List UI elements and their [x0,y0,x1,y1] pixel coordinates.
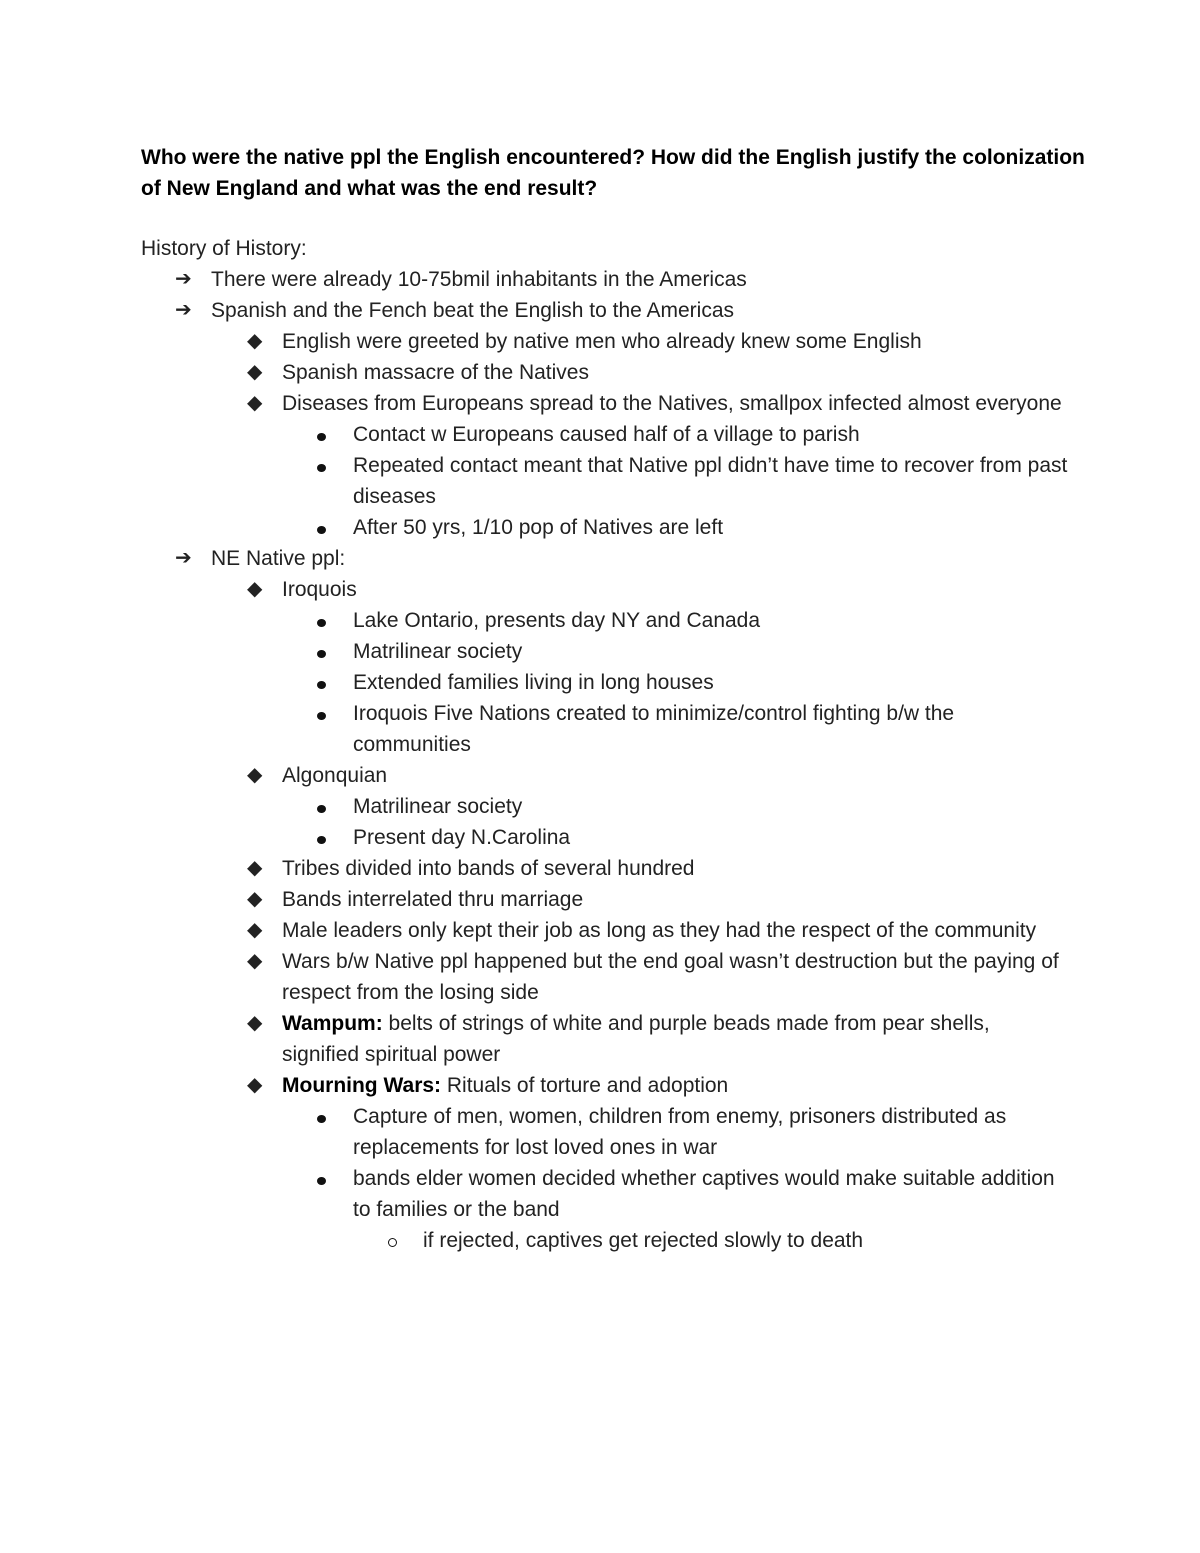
list-item-text [353,791,1073,822]
list-item-body: Capture of men, women, children from enemy, prisoners distributed as replacements for lost loved ones in war [353,1105,1007,1159]
list-item-body: There were already 10-75bmil inhabitants in the Americas [211,268,747,291]
list-item [0,326,1200,357]
diamond-bullet-icon: ◆ [247,888,263,910]
list-item [0,1225,1200,1256]
diamond-bullet-icon: ◆ [247,857,263,879]
list-item-body: Extended families living in long houses [353,671,714,694]
list-item [0,884,1200,915]
list-item-body: Spanish massacre of the Natives [282,361,589,384]
list-item [0,1101,1200,1163]
list-item-body: Diseases from Europeans spread to the Natives, smallpox infected almost everyone [282,392,1062,415]
list-item [0,667,1200,698]
list-item-body: Algonquian [282,764,388,787]
list-item [0,388,1200,419]
dot-bullet-icon [317,1101,326,1132]
dot-bullet-icon [317,698,326,729]
list-item-text [211,264,1071,295]
list-item-text [282,357,1072,388]
list-item-body: Present day N.Carolina [353,826,571,849]
diamond-bullet-icon: ◆ [247,392,263,414]
list-item-body: After 50 yrs, 1/10 pop of Natives are left [353,516,724,539]
list-item [0,946,1200,1008]
diamond-bullet-icon: ◆ [247,919,263,941]
list-item-body: English were greeted by native men who already knew some English [282,330,922,353]
list-item-text [353,605,1073,636]
dot-bullet-icon [317,1163,326,1194]
dot-bullet-icon [317,822,326,853]
list-item-body: Spanish and the Fench beat the English to the Americas [211,299,735,322]
list-item [0,543,1200,574]
list-item [0,512,1200,543]
dot-bullet-icon [317,419,326,450]
list-item-body: Matrilinear society [353,795,523,818]
list-item-text [211,543,1071,574]
list-item-text [353,698,1073,760]
list-item-body: Repeated contact meant that Native ppl didn’t have time to recover from past diseases [353,454,1068,508]
list-item [0,295,1200,326]
list-item [0,636,1200,667]
diamond-bullet-icon: ◆ [247,1012,263,1034]
list-item [0,698,1200,760]
diamond-bullet-icon: ◆ [247,578,263,600]
list-item-text [282,1008,1072,1070]
dot-bullet-icon [317,450,326,481]
list-item-text [353,822,1073,853]
list-item [0,419,1200,450]
list-item [0,574,1200,605]
list-item-text [282,388,1072,419]
list-item-body: Wars b/w Native ppl happened but the end goal wasn’t destruction but the paying of respect from the losing side [282,950,1059,1004]
list-item-body: Lake Ontario, presents day NY and Canada [353,609,761,632]
list-item-term: Mourning Wars: [282,1074,442,1097]
diamond-bullet-icon: ◆ [247,361,263,383]
diamond-bullet-icon: ◆ [247,330,263,352]
list-item-body: Rituals of torture and adoption [441,1074,729,1097]
outline-list [0,264,1200,1256]
diamond-bullet-icon: ◆ [247,950,263,972]
list-item-text [282,915,1072,946]
list-item-body: NE Native ppl: [211,547,346,570]
arrow-bullet-icon: ➔ [175,268,192,290]
list-item [0,264,1200,295]
list-item [0,605,1200,636]
list-item [0,1163,1200,1225]
list-item [0,853,1200,884]
dot-bullet-icon [317,667,326,698]
list-item-body: if rejected, captives get rejected slowly to death [423,1229,864,1252]
diamond-bullet-icon: ◆ [247,764,263,786]
list-item-text [353,667,1073,698]
list-item [0,1070,1200,1101]
list-item [0,760,1200,791]
list-item-text [282,326,1072,357]
dot-bullet-icon [317,512,326,543]
list-item-text [353,450,1073,512]
list-item-body: Tribes divided into bands of several hundred [282,857,695,880]
dot-bullet-icon [317,791,326,822]
list-item-body: Iroquois Five Nations created to minimize/control fighting b/w the communities [353,702,955,756]
list-item-text [353,636,1073,667]
list-item [0,915,1200,946]
list-item-body: Bands interrelated thru marriage [282,888,584,911]
list-item-text [282,1070,1072,1101]
list-item-text [282,853,1072,884]
list-item-text [423,1225,1073,1256]
list-item-text [282,574,1072,605]
list-item-term: Wampum: [282,1012,383,1035]
list-item [0,822,1200,853]
list-item-text [211,295,1071,326]
list-item-body: Contact w Europeans caused half of a village to parish [353,423,860,446]
list-item-body: belts of strings of white and purple beads made from pear shells, signified spiritual power [282,1012,990,1066]
list-item-text [353,1101,1073,1163]
diamond-bullet-icon: ◆ [247,1074,263,1096]
list-item [0,357,1200,388]
circle-bullet-icon [388,1225,397,1256]
list-item-body: Male leaders only kept their job as long as they had the respect of the community [282,919,1037,942]
list-item-text [282,760,1072,791]
list-item [0,450,1200,512]
list-item [0,1008,1200,1070]
dot-bullet-icon [317,636,326,667]
list-item-text [353,512,1073,543]
list-item-body: Iroquois [282,578,357,601]
arrow-bullet-icon: ➔ [175,299,192,321]
list-item-body: bands elder women decided whether captives would make suitable addition to families or the band [353,1167,1055,1221]
list-item-text [282,884,1072,915]
list-item-text [282,946,1072,1008]
arrow-bullet-icon: ➔ [175,547,192,569]
dot-bullet-icon [317,605,326,636]
document-heading: Who were the native ppl the English encountered? How did the English justify the colonization of New England and what was the end result? [141,146,1085,200]
list-item-text [353,1163,1073,1225]
list-item-body: Matrilinear society [353,640,523,663]
list-item-text [353,419,1073,450]
list-item [0,791,1200,822]
section-label: History of History: [141,237,307,260]
